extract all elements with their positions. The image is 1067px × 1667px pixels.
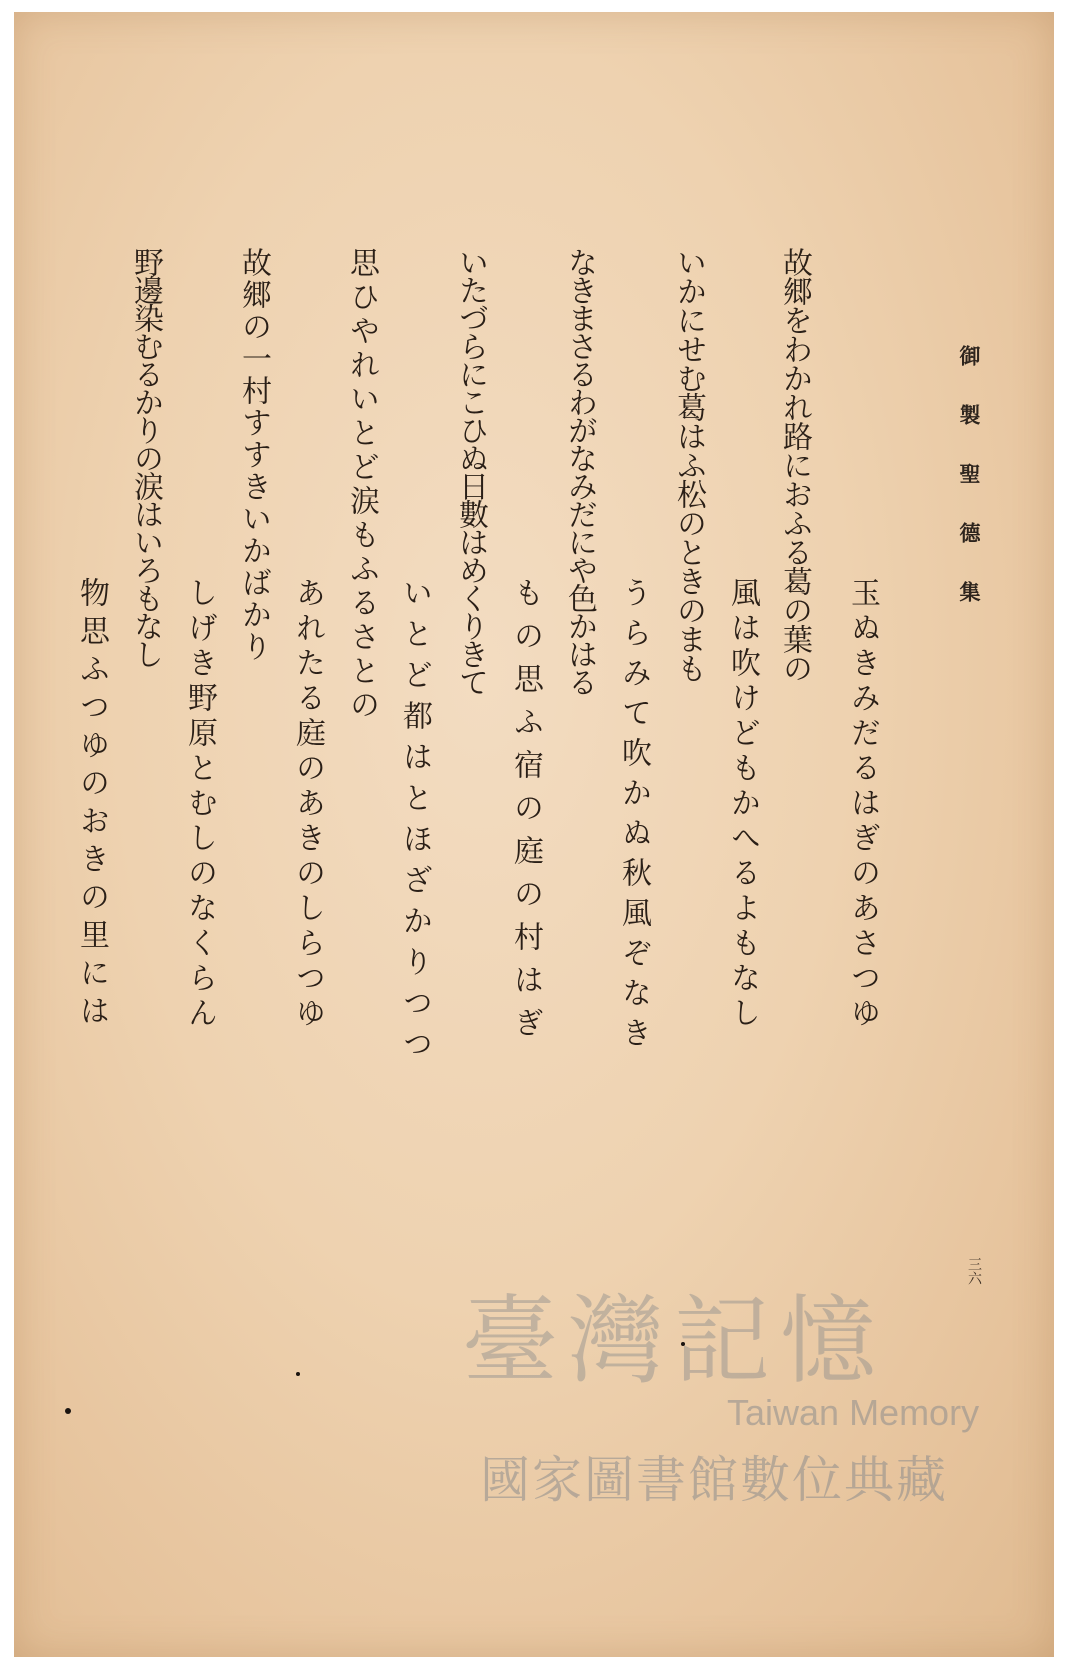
- poem-line-6: なきまさるわがなみだにや色かはる: [562, 247, 597, 695]
- poem-line-9: いとど都はとほざかりつつ: [397, 577, 432, 1069]
- watermark-english: Taiwan Memory: [727, 1392, 980, 1433]
- poem-line-8: いたづらにこひぬ日數はめくりきて: [453, 247, 488, 695]
- poem-line-5: うらみて吹かぬ秋風ぞなき: [616, 577, 651, 1057]
- running-head: 御製聖德集: [957, 345, 982, 640]
- poem-line-1: 玉ぬきみだるはぎのあさつゆ: [845, 577, 880, 1032]
- poem-line-15: 物思ふつゆのおきの里には: [74, 577, 109, 1033]
- poem-line-4: いかにせむ葛はふ松のときのまも: [671, 247, 706, 682]
- poem-line-11: あれたる庭のあきのしらつゆ: [290, 577, 325, 1032]
- poem-line-2: 故郷をわかれ路におふる葛の葉の: [777, 247, 812, 682]
- page-number: 三六: [966, 1257, 982, 1285]
- poem-line-14: 野邊染むるかりの涙はいろもなし: [128, 247, 163, 667]
- ink-spot: [296, 1372, 300, 1376]
- poem-line-7: もの思ふ宿の庭の村はぎ: [508, 577, 543, 1050]
- ink-spot: [65, 1408, 71, 1414]
- poem-line-10: 思ひやれいとど涙もふるさとの: [344, 247, 379, 723]
- poem-line-13: しげき野原とむしのなくらん: [182, 577, 217, 1032]
- watermark-library-name: 國家圖書館數位典藏: [480, 1451, 948, 1509]
- watermark-chinese-logo: 臺灣記憶: [462, 1285, 886, 1397]
- poem-line-3: 風は吹けどもかへるよもなし: [725, 577, 760, 1032]
- poem-line-12: 故郷の一村すすきいかばかり: [236, 247, 271, 663]
- watermark: [462, 1265, 1022, 1525]
